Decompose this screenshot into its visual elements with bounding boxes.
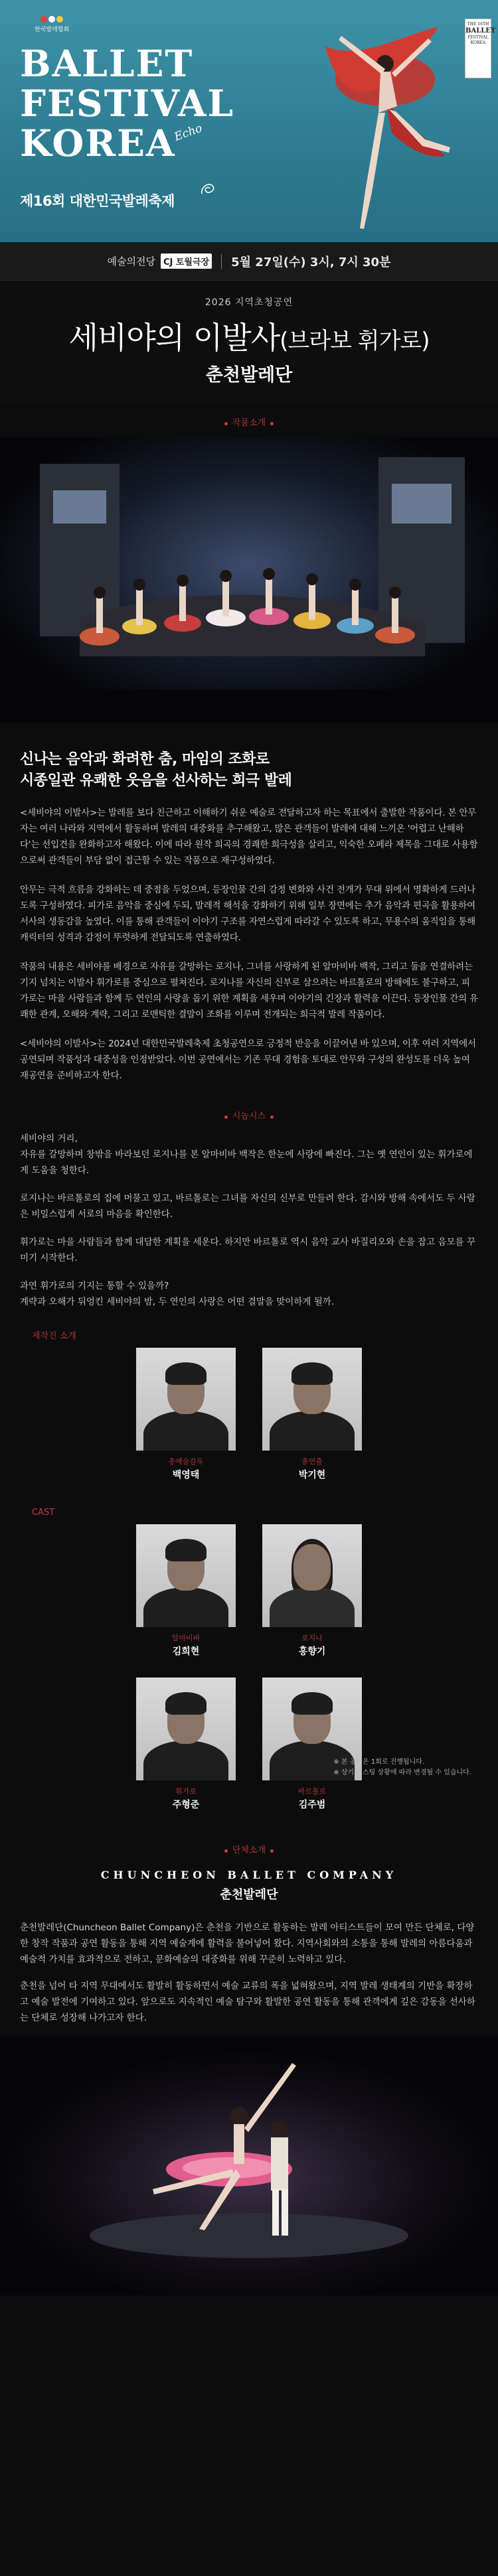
company-paragraph: 춘천을 넘어 타 지역 무대에서도 활발히 활동하면서 예술 교류의 폭을 넓혀왔으며, 지역 발레 생태계의 기반을 확장하고 예술 발전에 기여하고 있다. 앞으로도 지속적인 예술 탐구와 활발한 공연 활동을 통해 관객에게 깊은 감동을 선사하는 단체로 성장해 나가고자 한다. [20,1981,475,2023]
portrait-photo [136,1678,236,1780]
hero-banner [0,0,498,242]
synopsis-line: 과연 휘가로의 기지는 통할 수 있을까? [20,1281,169,1291]
duet-photo [0,2037,498,2295]
intro-headline-line: 시종일관 유쾌한 웃음을 선사하는 희극 발레 [20,772,292,789]
person-name: 백영태 [172,1470,200,1480]
festival-title [20,44,234,163]
company-body [0,1902,498,2026]
org-name: 한국발레협회 [35,27,70,33]
person-name: 김주범 [298,1800,326,1810]
echo-script: Echo [172,121,205,144]
creative-row [0,1348,498,1481]
festival-title-line: FESTIVAL [20,82,235,125]
swirl-icon [199,180,216,198]
person-role: 알마비바 [171,1634,201,1642]
cast-row [0,1524,498,1658]
intro-paragraph: <세비야의 이발사>는 발레를 보다 친근하고 이해하기 쉬운 예술로 전달하고자 하는 목표에서 출발한 작품이다. 본 안무자는 여러 나라와 지역에서 활동하며 발레의 대중화를 추구해왔고, 많은 관객들이 발레에 대해 느끼온 '어렵고 난해하다'는 선입견을 완화하고자 해왔다. 이에 따라 원작 희곡의 경쾌한 희극성을 살리고, 익숙한 오페라 제목을 그대로 사용함으로써 관객들이 부담 없이 접근할 수 있는 작품으로 재구성하였다. [20,808,478,866]
stage-scene-illustration [0,437,498,723]
person-role: 로지나 [301,1634,323,1642]
festival-edition: 제16회 대한민국발레축제 [20,193,175,209]
section-label-company: 단체소개 [0,1831,498,1865]
synopsis-line: 세비야의 거리, [20,1133,78,1144]
person-card [136,1348,236,1481]
badge-line: KOREA [470,40,486,45]
section-label-intro: 작품소개 [0,403,498,437]
person-role: 바르톨로 [297,1787,327,1796]
stage-photo [0,437,498,723]
venue-name: 예술의전당 [107,255,155,267]
person-role: 총예술감독 [168,1457,204,1466]
badge-line: THE 16TH [467,22,489,27]
intro-body [0,792,498,1084]
venue [108,253,212,269]
person-card [262,1524,362,1658]
person-name: 홍향기 [298,1646,326,1657]
portrait-photo [136,1348,236,1451]
person-card [262,1348,362,1481]
intro-paragraph: <세비야의 이발사>는 2024년 대한민국발레축제 초청공연으로 긍정적 반응을 이끌어낸 바 있으며, 이후 여러 지역에서 공연되며 작품성과 대중성을 인정받았다. 이번 공연에서는 기존 무대 경험을 토대로 안무와 구성의 완성도를 더욱 높여 재공연을 준비하고자 한다. [20,1038,476,1081]
org-logo [35,15,69,34]
festival-title-line: KOREA [20,121,176,165]
synopsis-line: 계략과 오해가 뒤엉킨 세비야의 밤, 두 연인의 사랑은 어떤 결말을 맞이하게 될까. [20,1297,335,1307]
festival-title-line: BALLET [20,42,194,85]
synopsis-paragraph [20,1278,478,1310]
person-name: 박기현 [298,1470,326,1480]
person-card [136,1524,236,1658]
cast-note: ※ 상기 캐스팅 상황에 따라 변경될 수 있습니다. [333,1769,471,1776]
section-label-cast: CAST [32,1508,55,1518]
portrait-photo [262,1524,362,1627]
duet-illustration [0,2037,498,2295]
section-label-synopsis: 시놉시스 [0,1097,498,1131]
synopsis-paragraph [20,1131,478,1179]
portrait-photo [136,1524,236,1627]
company-name: 춘천발레단 [205,365,293,386]
section-label-creative: 제작진 소개 [32,1331,76,1341]
production-title-main: 세비야의 이발사 [68,320,280,356]
company-heading-en: CHUNCHEON BALLET COMPANY [100,1869,398,1881]
person-card [262,1678,362,1811]
synopsis-paragraph: 로지나는 바르톨로의 집에 머물고 있고, 바르톨로는 그녀를 자신의 신부로 만들려 한다. 감시와 방해 속에서도 두 사람은 비밀스럽게 서로의 마음을 확인한다. [20,1193,475,1220]
program-eyebrow: 2026 지역초청공연 [205,297,293,308]
person-role: 총연출 [301,1457,323,1466]
synopsis-paragraph: 휘가로는 마을 사람들과 함께 대담한 계획을 세운다. 하지만 바르톨로 역시 음악 교사 바질리오와 손을 잡고 음모를 꾸미기 시작한다. [20,1237,475,1263]
performance-info-bar [0,242,498,281]
badge-line: FESTIVAL [467,35,489,40]
venue-hall: CJ 토월극장 [161,253,212,269]
divider [221,254,222,269]
festival-badge [465,19,496,78]
person-card [136,1678,236,1811]
intro-paragraph: 안무는 극적 흐름을 강화하는 데 중점을 두었으며, 등장인물 간의 감정 변화와 사건 전개가 무대 위에서 명확하게 드러나도록 구성하였다. 피가로 음악을 중심에 두되, 발레적 해석을 강화하기 위해 일부 장면에는 추가 음악과 편곡을 활용하여 서사의 생동감을 높였다. 이를 통해 관객들이 이야기 구조를 자연스럽게 따라갈 수 있도록 하고, 무용수의 움직임을 통해 캐릭터의 성격과 감정이 뚜렷하게 전달되도록 연출하였다. [20,885,475,943]
company-heading-ko: 춘천발레단 [220,1888,278,1902]
cast-notes [333,1757,471,1778]
intro-headline [0,723,498,792]
company-paragraph: 춘천발레단(Chuncheon Ballet Company)은 춘천을 기반으로 활동하는 발레 아티스트들이 모여 만든 단체로, 다양한 창작 작품과 공연 활동을 통해 지역 예술계에 활력을 불어넣어 왔다. 지역사회와의 소통을 통해 발레의 아름다움과 예술적 가치를 효과적으로 전하고, 문화예술의 대중화를 위해 꾸준히 노력하고 있다. [20,1922,475,1965]
cast-row [0,1678,498,1811]
person-role: 휘가로 [175,1787,197,1796]
badge-line: BALLET [465,27,496,35]
person-name: 김희현 [172,1646,200,1657]
org-logo-icon [41,15,63,25]
portrait-photo [262,1348,362,1451]
performance-date: 5월 27일(수) 3시, 7시 30분 [231,255,391,269]
synopsis-body [0,1131,498,1310]
intro-paragraph: 작품의 내용은 세비야를 배경으로 자유를 갈망하는 로지나, 그녀를 사랑하게 된 알마비바 백작, 그리고 둘을 연결하려는 기지 넘치는 이발사 휘가로를 중심으로 펼쳐진다. 로지나를 자신의 신부로 삼으려는 바르톨로의 방해에도 불구하고, 피가로는 마을 사람들과 함께 두 연인의 사랑을 돕기 위한 계획을 세우며 이야기의 긴장과 활력을 이끈다. 등장인물 간의 유쾌한 관계, 오해와 계략, 그리고 로맨틱한 결말이 조화를 이루며 전개되는 희극적 발레 작품이다. [20,962,479,1020]
cast-row-wrapper [0,1678,498,1811]
synopsis-line: 자유를 갈망하며 창밖을 바라보던 로지나를 본 알마비바 백작은 한눈에 사랑에 빠진다. 그는 옛 연인이 있는 휘가로에게 도움을 청한다. [20,1149,473,1176]
person-name: 주형준 [172,1800,200,1810]
intro-headline-line: 신나는 음악과 화려한 춤, 마임의 조화로 [20,751,270,768]
title-block [0,281,498,403]
production-title-sub: (브라보 휘가로) [280,328,430,354]
cast-note: ※ 본 공연은 1회로 진행됩니다. [333,1758,425,1766]
production-title [0,314,498,358]
dancer-illustration [286,0,465,242]
